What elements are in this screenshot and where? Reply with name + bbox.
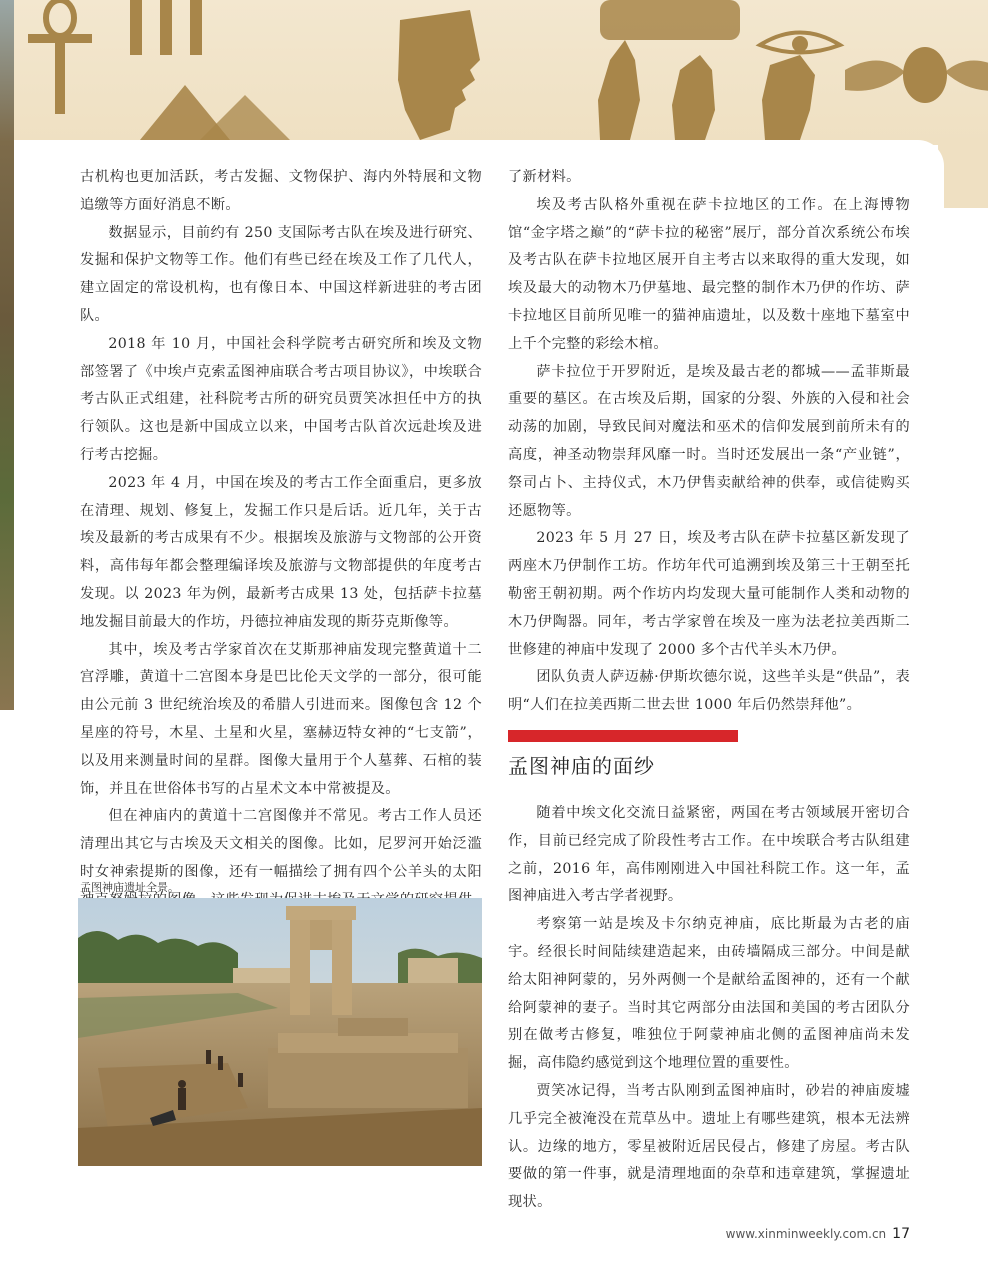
page-footer	[726, 1226, 910, 1242]
eye-of-horus-icon	[760, 33, 840, 53]
egyptian-banner	[0, 0, 988, 145]
side-photo-strip	[0, 0, 14, 710]
footer-url: www.xinminweekly.com.cn	[725, 1227, 887, 1241]
hieroglyph-ornament	[0, 0, 988, 145]
section-title: 孟图神庙的面纱	[508, 754, 655, 778]
paragraph: 2018 年 10 月，中国社会科学院考古研究所和埃及文物部签署了《中埃卢克索孟图神庙联合考古项目协议》，中埃联合考古队正式组建，社科院考古所的研究员贾笑冰担任中方的执行领队。这也是新中国成立以来，中国考古队首次远赴埃及进行考古挖掘。	[80, 335, 482, 463]
paragraph: 但在神庙内的黄道十二宫图像并不常见。考古工作人员还清理出其它与古埃及天文相关的图像。比如，尼罗河开始泛滥时女神索提斯的图像，还有一幅描绘了拥有四个公羊头的太阳	[80, 808, 482, 880]
temple-site-photo	[78, 898, 482, 1166]
left-column	[80, 164, 482, 915]
paragraph: 其中，埃及考古学家首次在艾斯那神庙发现完整黄道十二宫浮雕，黄道十二宫图本身是巴比伦天文学的一部分，很可能由公元前 3 世纪统治埃及的希腊人引进而来。图像包含 12 个星座的符号，木星、土星和火星，塞赫迈特女神的“七支箭”，以及用来测量时间的星群。图像大量用于个人墓葬、石棺的装饰，并且在世俗体书写的占星术文本中常被提及。	[80, 641, 482, 797]
section-accent-bar	[508, 730, 738, 742]
paragraph: 贾笑冰记得，当考古队刚到孟图神庙时，砂岩的神庙废墟几乎完全被淹没在荒草丛中。遗址上有哪些建筑，根本无法辨认。边缘的地方，零星被附近居民侵占，修建了房屋。考古队要做的第一件事，就是清理地面的杂草和违章建筑，掌握遗址现状。	[508, 1082, 910, 1211]
paragraph: 考察第一站是埃及卡尔纳克神庙，底比斯最为古老的庙宇。经很长时间陆续建造起来，由砖墙隔成三部分。中间是献给太阳神阿蒙的，另外两侧一个是献给孟图神的，还有一个献给阿蒙神的妻子。当时其它两部分由法国和美国的考古团队分别在做考古修复，唯独位于阿蒙神庙北侧的孟图神庙尚未发掘，高伟隐约感觉到这个地理位置的重要性。	[508, 916, 910, 1072]
paragraph: 2023 年 4 月，中国在埃及的考古工作全面重启，更多放在清理、规划、修复上，发掘工作只是后话。近几年，关于古埃及最新的考古成果有不少。根据埃及旅游与文物部的公开资料，高伟每年都会整理编译埃及旅游与文物部提供的年度考古发现。以 2023 年为例，最新考古成果 13 处，包括萨卡拉墓地发掘目前最大的作坊，丹德拉神庙发现的斯芬克斯像等。	[80, 474, 482, 630]
horus-icon	[672, 55, 715, 140]
scarab-icon	[845, 47, 988, 103]
paragraph: 萨卡拉位于开罗附近，是埃及最古老的都城——孟菲斯最重要的墓区。在古埃及后期，国家的分裂、外族的入侵和社会动荡的加剧，导致民间对魔法和巫术的信仰发展到前所未有的高度，神圣动物崇拜风靡一时。当时还发展出一条“产业链”，祭司占卜、主持仪式，木乃伊售卖献给神的供奉，或信徒购买还愿物等。	[508, 363, 910, 519]
paragraph: 数据显示，目前约有 250 支国际考古队在埃及进行研究、发掘和保护文物等工作。他们有些已经在埃及工作了几代人，建立固定的常设机构，也有像日本、中国这样新进驻的考古团队。	[80, 224, 482, 324]
pharaoh-icon	[762, 55, 815, 140]
right-column	[508, 164, 910, 720]
paragraph: 随着中埃文化交流日益紧密，两国在考古领域展开密切合作，目前已经完成了阶段性考古工作。在中埃联合考古队组建之前，2016 年，高伟刚刚进入中国社科院工作。这一年，孟图神庙进入考古学者视野。	[508, 805, 910, 905]
ankh-icon	[28, 0, 92, 114]
right-column-section	[508, 800, 910, 1217]
paragraph: 了新材料。	[508, 169, 581, 185]
page-tab	[938, 138, 988, 208]
photo-caption: 孟图神庙遗址全景。	[80, 881, 179, 894]
page-number: 17	[892, 1226, 910, 1242]
anubis-icon	[598, 40, 640, 140]
nefertiti-icon	[398, 10, 480, 140]
paragraph: 2023 年 5 月 27 日，埃及考古队在萨卡拉墓区新发现了两座木乃伊制作工坊。作坊年代可追溯到埃及第三十王朝至托勒密王朝初期。两个作坊内均发现大量可能制作人类和动物的木乃伊陶器。同年，考古学家曾在埃及一座为法老拉美西斯二世修建的神庙中发现了 2000 多个古代羊头木乃伊。	[508, 530, 910, 658]
paragraph: 团队负责人萨迈赫·伊斯坎德尔说，这些羊头是“供品”，表明“人们在拉美西斯二世去世 1000 年后仍然崇拜他”。	[508, 669, 910, 714]
paragraph: 古机构也更加活跃，考古发掘、文物保护、海内外特展和文物追缴等方面好消息不断。	[80, 169, 482, 213]
paragraph: 埃及考古队格外重视在萨卡拉地区的工作。在上海博物馆“金字塔之巅”的“萨卡拉的秘密”展厅，部分首次系统公布埃及考古队在萨卡拉地区展开自主考古以来取得的重大发现，如埃及最大的动物木乃伊墓地、最完整的制作木乃伊的作坊、萨卡拉地区目前所见唯一的猫神庙遗址，以及数十座地下墓室中上千个完整的彩绘木棺。	[508, 196, 910, 352]
